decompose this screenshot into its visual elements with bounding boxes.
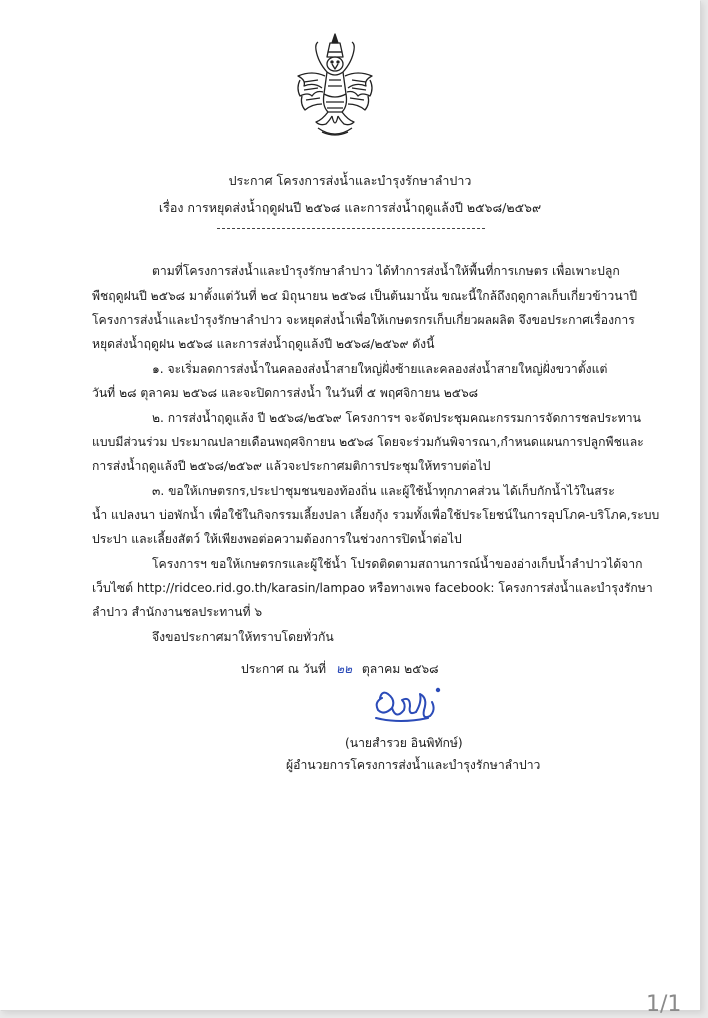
- paragraph-line: วันที่ ๒๘ ตุลาคม ๒๕๖๘ และจะปิดการส่งน้ำ ในวันที่ ๕ พฤศจิกายน ๒๕๖๘: [92, 386, 479, 400]
- paragraph-line: พืชฤดูฝนปี ๒๕๖๘ มาตั้งแต่วันที่ ๒๔ มิถุนายน ๒๕๖๘ เป็นต้นมานั้น ขณะนี้ใกล้ถึงฤดูกาลเก็บเกี่ยวข้าวนาปี: [92, 289, 638, 303]
- garuda-emblem-icon: [292, 30, 378, 142]
- paragraph-line: ลำปาว สำนักงานชลประทานที่ ๖: [92, 605, 263, 619]
- paragraph-line: น้ำ แปลงนา บ่อพักน้ำ เพื่อใช้ในกิจกรรมเลี้ยงปลา เลี้ยงกุ้ง รวมทั้งเพื่อใช้ประโยชน์ในการอุปโภค-บริโภค,ระบบ: [92, 508, 660, 522]
- closing-line: จึงขอประกาศมาให้ทราบโดยทั่วกัน: [152, 630, 334, 644]
- paragraph-line: เว็บไซต์ http://ridceo.rid.go.th/karasin/lampao หรือทางเพจ facebook: โครงการส่งน้ำและบำรุงรักษา: [92, 581, 653, 595]
- paragraph-line: โครงการฯ ขอให้เกษตรกรและผู้ใช้น้ำ โปรดติดตามสถานการณ์น้ำของอ่างเก็บน้ำลำปาวได้จาก: [152, 557, 643, 571]
- paragraph-line: แบบมีส่วนร่วม ประมาณปลายเดือนพฤศจิกายน ๒๕๖๘ โดยจะร่วมกันพิจารณา,กำหนดแผนการปลูกพืชและ: [92, 435, 644, 449]
- signatory-name: (นายสำรวย อินพิทักษ์): [345, 736, 463, 750]
- paragraph-line: ๒. การส่งน้ำฤดูแล้ง ปี ๒๕๖๘/๒๕๖๙ โครงการฯ จะจัดประชุมคณะกรรมการจัดการชลประทาน: [152, 411, 641, 425]
- paragraph-line: ๑. จะเริ่มลดการส่งน้ำในคลองส่งน้ำสายใหญ่ฝั่งซ้ายและคลองส่งน้ำสายใหญ่ฝั่งขวาตั้งแต่: [152, 362, 608, 376]
- paragraph-line: ๓. ขอให้เกษตรกร,ประปาชุมชนของท้องถิ่น และผู้ใช้น้ำทุกภาคส่วน ได้เก็บกักน้ำไว้ในสระ: [152, 484, 615, 498]
- paragraph-line: ตามที่โครงการส่งน้ำและบำรุงรักษาลำปาว ได้ทำการส่งน้ำให้พื้นที่การเกษตร เพื่อเพาะปลูก: [152, 264, 620, 278]
- paragraph-line: หยุดส่งน้ำฤดูฝน ๒๕๖๘ และการส่งน้ำฤดูแล้งปี ๒๕๖๘/๒๕๖๙ ดังนี้: [92, 337, 435, 351]
- announcement-subject: เรื่อง การหยุดส่งน้ำฤดูฝนปี ๒๕๖๘ และการส่งน้ำฤดูแล้งปี ๒๕๖๘/๒๕๖๙: [158, 200, 542, 215]
- signature-icon: [370, 680, 442, 726]
- date-month-year: ตุลาคม ๒๕๖๘: [361, 662, 439, 676]
- paragraph-line: การส่งน้ำฤดูแล้งปี ๒๕๖๘/๒๕๖๙ แล้วจะประกาศมติการประชุมให้ทราบต่อไป: [92, 459, 491, 473]
- date-prefix: ประกาศ ณ วันที่: [241, 662, 327, 676]
- date-line: [241, 660, 439, 678]
- page-indicator: 1/1: [646, 992, 682, 1017]
- paragraph-line: โครงการส่งน้ำและบำรุงรักษาลำปาว จะหยุดส่งน้ำเพื่อให้เกษตรกรเก็บเกี่ยวผลผลิต จึงขอประกาศเรื่องการ: [92, 313, 635, 327]
- announcement-title: ประกาศ โครงการส่งน้ำและบำรุงรักษาลำปาว: [228, 173, 472, 188]
- paragraph-line: ประปา และเลี้ยงสัตว์ ให้เพียงพอต่อความต้องการในช่วงการปิดน้ำต่อไป: [92, 532, 462, 546]
- signatory-position: ผู้อำนวยการโครงการส่งน้ำและบำรุงรักษาลำปาว: [286, 758, 541, 772]
- date-day: ๒๒: [335, 662, 353, 676]
- divider: [217, 228, 485, 229]
